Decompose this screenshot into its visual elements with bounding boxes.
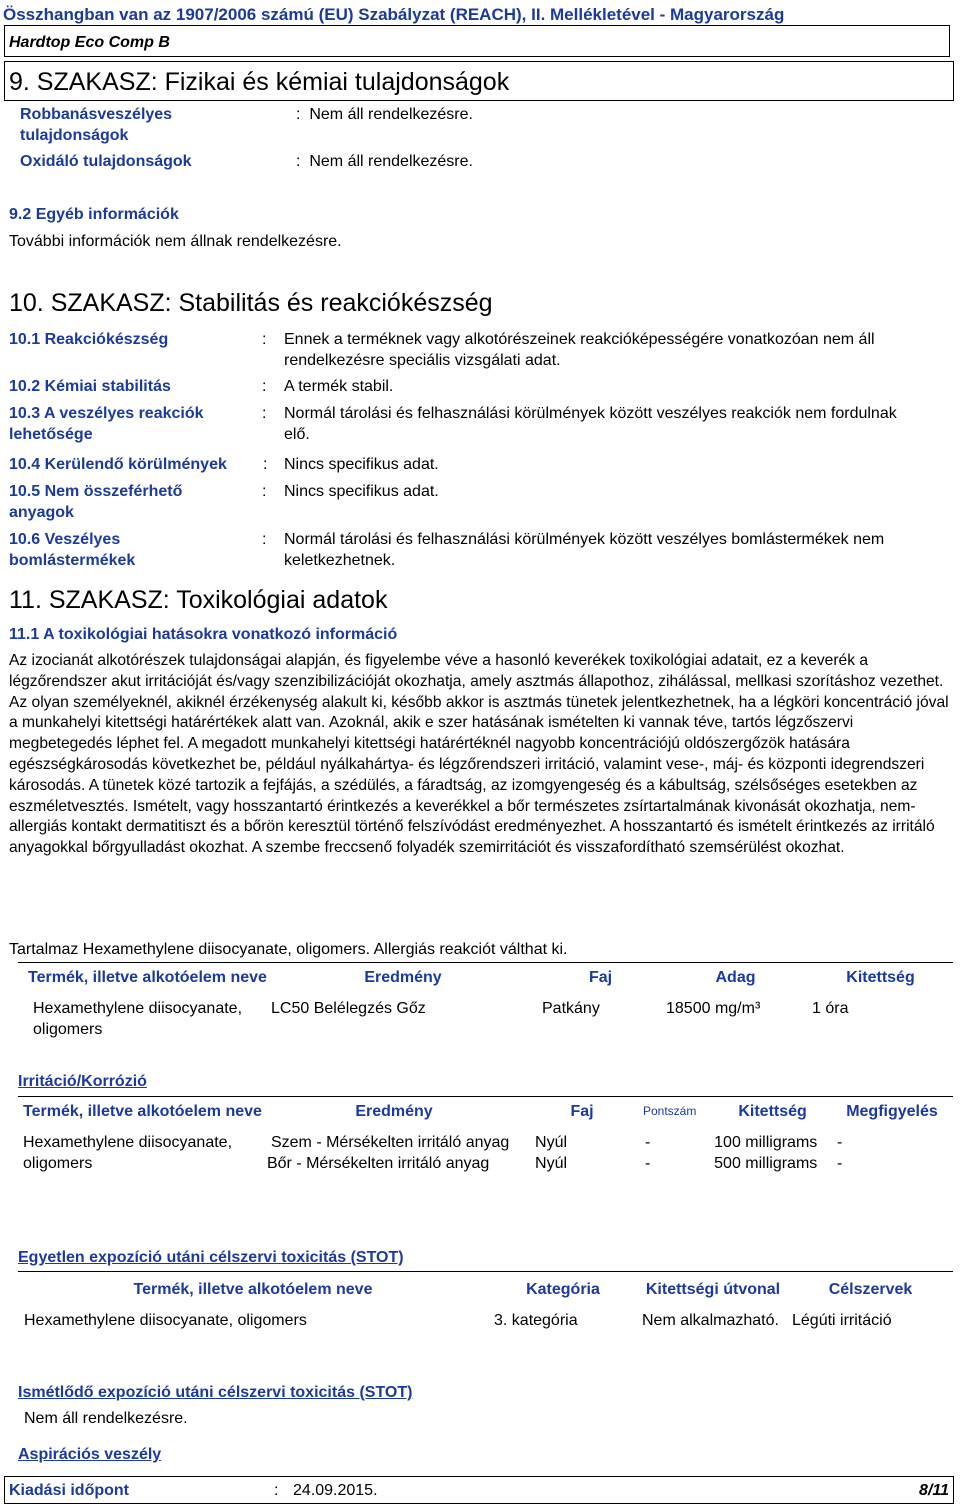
s10-value-1: Ennek a terméknek vagy alkotórészeinek reakcióképességére vonatkozóan nem áll rendelkezésre speciális vizsgálati adat. [284, 331, 875, 369]
stot-single-table [18, 1279, 953, 1331]
section9-title-box [4, 61, 954, 101]
acute-th-result: Eredmény [364, 969, 442, 986]
table-row [18, 988, 953, 1040]
aspiration-heading: Aspirációs veszély [18, 1446, 162, 1463]
irr-th-result: Eredmény [355, 1103, 433, 1120]
footer-page: 8/11 [919, 1482, 949, 1499]
s9-sub-heading: 9.2 Egyéb információk [9, 206, 179, 223]
irr-cell-score: - [645, 1155, 651, 1172]
irr-th-exposure: Kitettség [738, 1103, 807, 1120]
acute-th-species: Faj [588, 969, 613, 986]
s10-label-6: 10.6 Veszélyes bomlástermékek [9, 531, 136, 569]
s10-value-4: Nincs specifikus adat. [284, 456, 439, 473]
irritation-table [18, 1101, 953, 1174]
footer-box [4, 1476, 954, 1504]
irritation-table-header-row [18, 1101, 953, 1122]
irr-cell-result: Bőr - Mérsékelten irritáló anyag [266, 1155, 490, 1172]
acute-th-exposure: Kitettség [846, 969, 915, 986]
acute-th-dose: Adag [715, 969, 756, 986]
acute-table-header-row [18, 967, 953, 988]
irr-th-product: Termék, illetve alkotóelem neve [23, 1103, 262, 1120]
s10-colon-3: : [262, 405, 267, 422]
s9-value-explosive: : Nem áll rendelkezésre. [296, 106, 473, 123]
stot-table-header-row [18, 1279, 953, 1300]
acute-th-product: Termék, illetve alkotóelem neve [28, 969, 267, 986]
acute-cell-dose: 18500 mg/m³ [666, 1000, 761, 1017]
stot-table-rule [18, 1271, 953, 1272]
s10-value-2: A termék stabil. [284, 378, 394, 395]
s10-value-5: Nincs specifikus adat. [284, 483, 439, 500]
irr-th-species: Faj [570, 1103, 594, 1120]
s10-label-5: 10.5 Nem összeférhető anyagok [9, 483, 183, 521]
s10-value-3: Normál tárolási és felhasználási körülmények között veszélyes reakciók nem fordulnak elő. [284, 405, 897, 443]
section11-title: 11. SZAKASZ: Toxikológiai adatok [9, 586, 388, 614]
s10-colon-2: : [262, 378, 267, 395]
s10-colon-5: : [262, 483, 267, 500]
stot-th-product: Termék, illetve alkotóelem neve [133, 1281, 373, 1298]
section9-title: 9. SZAKASZ: Fizikai és kémiai tulajdonságok [9, 68, 510, 96]
acute-cell-exposure: 1 óra [812, 1000, 849, 1017]
acute-table [18, 967, 953, 1040]
irr-cell-observation: - [837, 1155, 843, 1172]
footer-colon: : [274, 1482, 279, 1499]
table-row [18, 1300, 953, 1331]
irr-cell-species: Nyúl [535, 1155, 568, 1172]
footer-date: 24.09.2015. [293, 1482, 378, 1499]
irr-cell-product: Hexamethylene diisocyanate, oligomers [23, 1134, 233, 1172]
stot-repeated-text: Nem áll rendelkezésre. [24, 1410, 188, 1427]
irritation-table-rule [18, 1096, 953, 1097]
irr-cell-score: - [645, 1134, 651, 1151]
s10-label-3: 10.3 A veszélyes reakciók lehetősége [9, 405, 204, 443]
stot-th-category: Kategória [526, 1281, 600, 1298]
s10-label-4: 10.4 Kerülendő körülmények [9, 456, 227, 473]
s9-label-oxidizing: Oxidáló tulajdonságok [20, 153, 192, 170]
s10-colon-6: : [262, 531, 267, 548]
s10-label-2: 10.2 Kémiai stabilitás [9, 378, 171, 395]
stot-th-route: Kitettségi útvonal [645, 1281, 781, 1298]
s10-colon-4: : [263, 456, 268, 473]
section10-title: 10. SZAKASZ: Stabilitás és reakciókészség [9, 289, 493, 317]
acute-cell-result: LC50 Belélegzés Gőz [271, 1000, 426, 1017]
footer-label: Kiadási időpont [9, 1482, 129, 1499]
stot-single-heading: Egyetlen expozíció utáni célszervi toxicitás (STOT) [18, 1249, 404, 1266]
s11-contains-note: Tartalmaz Hexamethylene diisocyanate, oligomers. Allergiás reakciót válthat ki. [9, 941, 568, 958]
irr-cell-species: Nyúl [535, 1134, 568, 1151]
irr-th-observation: Megfigyelés [846, 1103, 938, 1120]
table-row [18, 1122, 953, 1153]
irr-cell-result: Szem - Mérsékelten irritáló anyag [270, 1134, 510, 1151]
irritation-heading: Irritáció/Korrózió [18, 1073, 147, 1090]
acute-cell-species: Patkány [542, 1000, 600, 1017]
irr-cell-observation: - [837, 1134, 843, 1151]
s9-label-explosive: Robbanásveszélyes tulajdonságok [20, 106, 173, 144]
s10-colon-1: : [262, 331, 267, 348]
stot-cell-route: Nem alkalmazható. [642, 1312, 779, 1329]
s10-value-6: Normál tárolási és felhasználási körülmények között veszélyes bomlástermékek nem keletkezhetnek. [284, 531, 885, 569]
stot-cell-product: Hexamethylene diisocyanate, oligomers [24, 1312, 307, 1329]
acute-table-rule [18, 962, 953, 963]
product-name-box [4, 25, 950, 57]
stot-cell-category: 3. kategória [494, 1312, 578, 1329]
s9-sub-text: További információk nem állnak rendelkezésre. [9, 233, 342, 250]
product-name: Hardtop Eco Comp B [9, 34, 170, 51]
s11-paragraph: Az izocianát alkotórészek tulajdonságai alapján, és figyelembe véve a hasonló keverékek toxikológiai adatait, ez a keverék a légzőrendszer akut irritációját és/vagy szenzibilizációját okozhatja, amely asztmás állapothoz, zihálással, mellkasi szorításhoz vezethet. Az olyan személyeknél, akiknél érzékenység alakult ki, később akkor is asztmás tünetek jelentkezhetnek, ha a légköri koncentráció jóval a munkahelyi kitettségi határértékek alatt van. Azoknál, akik e szer hatásának ismételten ki vannak téve, tartós légzőszervi megbetegedés léphet fel. A megadott munkahelyi kitettségi határértéknél nagyobb koncentrációjú oldószergőzök hatására egészségkárosodás következhet be, például nyálkahártya- és légzőrendszeri irritáció, valamint vese-, máj- és központi idegrendszeri károsodás. A tünetek közé tartozik a fejfájás, a szédülés, a fáradtság, az izomgyengeség és a kábultság, szélsőséges esetekben az eszméletvesztés. Ismételt, vagy hosszantartó érintkezés a keverékkel a bőr természetes zsírtartalmának kivonását okozhatja, nem-allergiás kontakt dermatitiszt és a bőrön keresztül történő felszívódást eredményezhet. A hosszantartó és ismételt érintkezés az irritáló anyagokkal bőrgyulladást okozhat. A szembe freccsenő folyadék szemirritációt és visszafordítható szemsérülést okozhat. [9, 652, 949, 857]
s9-value-oxidizing: : Nem áll rendelkezésre. [296, 153, 473, 170]
irr-th-score: Pontszám [643, 1104, 697, 1118]
s10-label-1: 10.1 Reakciókészség [9, 331, 169, 348]
irr-cell-exposure: 100 milligrams [714, 1134, 818, 1151]
stot-th-organs: Célszervek [828, 1281, 913, 1298]
regulation-header: Összhangban van az 1907/2006 számú (EU) Szabályzat (REACH), II. Mellékletével - Magyarország [3, 5, 785, 24]
acute-cell-product: Hexamethylene diisocyanate, oligomers [33, 1000, 243, 1038]
stot-cell-organs: Légúti irritáció [792, 1312, 892, 1329]
irr-cell-exposure: 500 milligrams [714, 1155, 818, 1172]
stot-repeated-heading: Ismétlődő expozíció utáni célszervi toxicitás (STOT) [18, 1384, 413, 1401]
s11-sub-heading: 11.1 A toxikológiai hatásokra vonatkozó információ [9, 626, 398, 643]
